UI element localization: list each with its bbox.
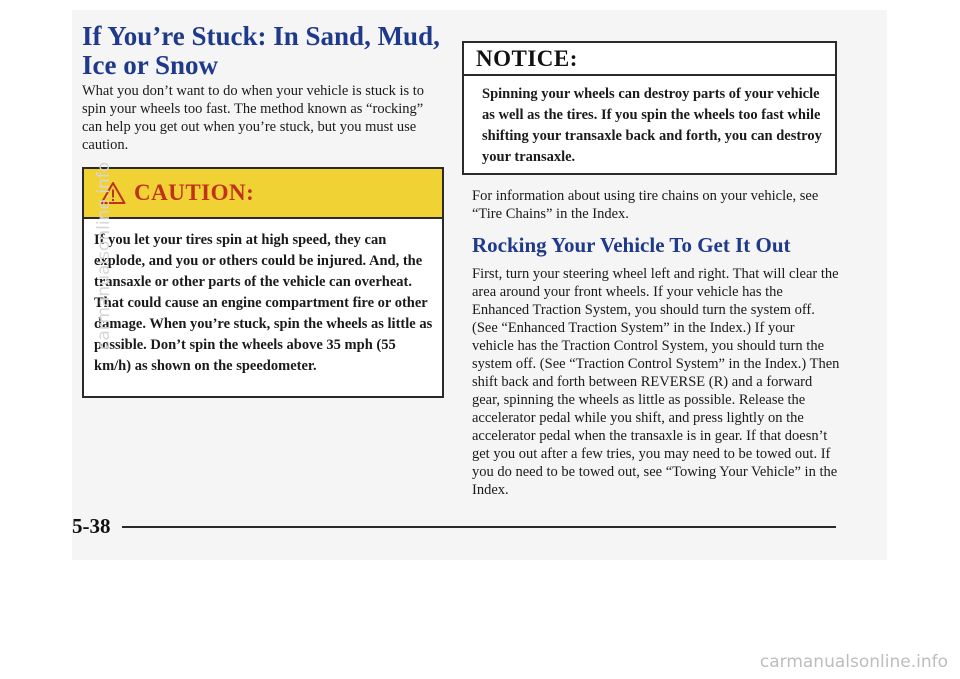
intro-paragraph: What you don’t want to do when your vehicle is stuck is to spin your wheels too fast. The method known as “rocking” can help you get out when you’re stuck, but you must use caution. (82, 83, 425, 153)
notice-header (464, 43, 835, 76)
rocking-paragraph: First, turn your steering wheel left and right. That will clear the area around your front wheels. If your vehicle has the Enhanced Traction System, you should turn the system off. (See “Enhanced Traction System” in the Index.) If your vehicle has the Traction Control System, you should turn the system off. (See “Traction Control System” in the Index.) Then shift back and forth between REVERSE (R) and a forward gear, spinning the wheels as little as possible. Release the accelerator pedal while you shift, and press lightly on the accelerator pedal when the transaxle is in gear. If that doesn’t get you out after a few tries, you may need to be towed out. If you do need to be towed out, see “Towing Your Vehicle” in the Index. (472, 266, 840, 498)
caution-text: If you let your tires spin at high speed, they can explode, and you or others could be injured. And, the transaxle or other parts of the vehicle can overheat. That could cause an engine compartment fire or other damage. When you’re stuck, spin the wheels as little as possible. Don’t spin the wheels above 35 mph (55 km/h) as shown on the speedometer. (94, 232, 433, 374)
watermark-side: carmanualsonline.info (94, 161, 114, 350)
footer-rule (122, 526, 836, 528)
watermark-bottom: carmanualsonline.info (759, 652, 948, 672)
notice-label: NOTICE: (476, 45, 578, 71)
tire-chains-paragraph: For information about using tire chains on your vehicle, see “Tire Chains” in the Index. (472, 188, 819, 222)
page-title: If You’re Stuck: In Sand, Mud, Ice or Snow (82, 21, 440, 80)
caution-box (82, 167, 444, 398)
notice-box (462, 41, 837, 175)
caution-header (84, 169, 442, 219)
page-number: 5-38 (72, 514, 111, 538)
section-heading: Rocking Your Vehicle To Get It Out (472, 233, 791, 257)
caution-label: CAUTION: (134, 180, 255, 205)
notice-text: Spinning your wheels can destroy parts of your vehicle as well as the tires. If you spin the wheels too fast while shifting your transaxle back and forth, you can destroy your transaxle. (482, 86, 822, 165)
